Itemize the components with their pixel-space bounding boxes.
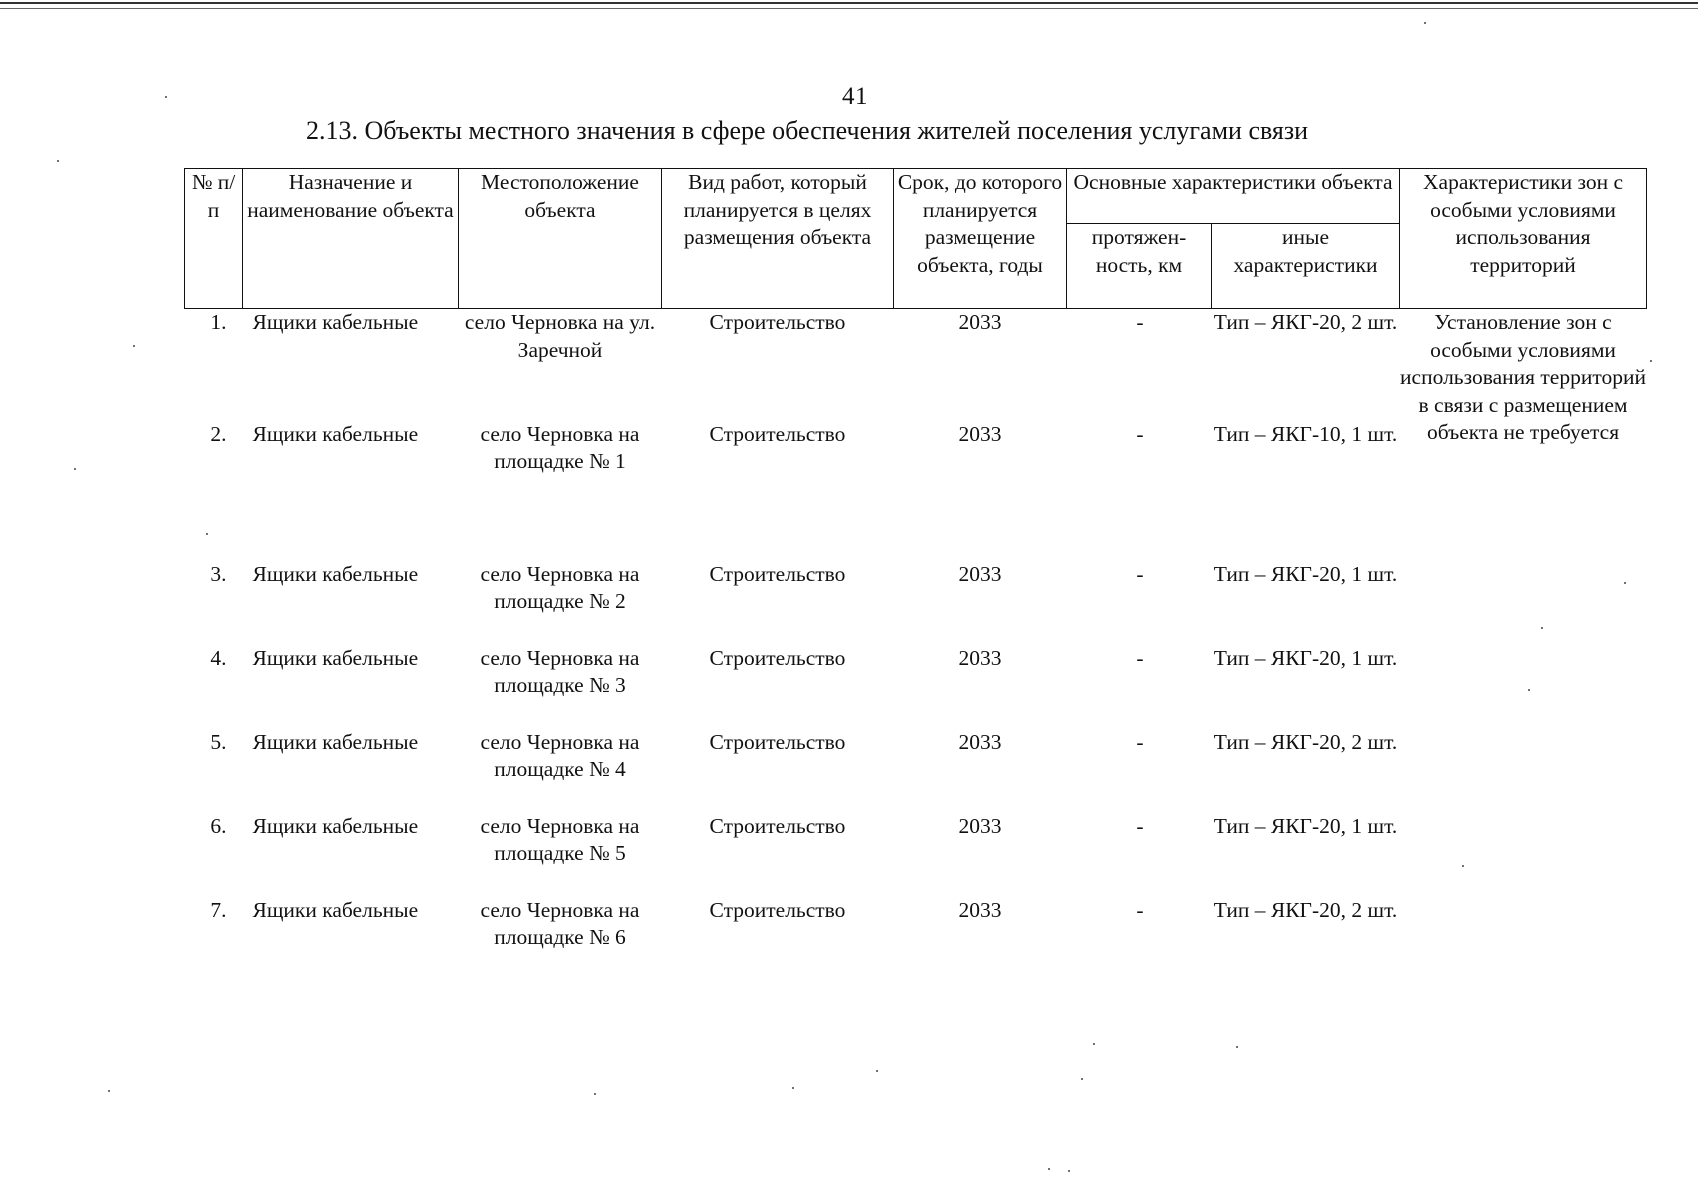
cell-name: Ящики кабельные [252,729,419,754]
objects-table [184,168,1647,981]
scan-speck [1462,865,1464,867]
cell-name: Ящики кабельные [252,813,419,838]
header-main-characteristics: Основные характеристики объекта [1067,169,1400,224]
cell-length: - [1136,897,1144,922]
cell-name: Ящики кабельные [252,897,419,922]
scan-speck [1650,360,1652,362]
cell-work: Строительство [709,729,846,754]
scan-edge-line [0,8,1698,9]
cell-num: 7. [210,897,227,922]
cell-num: 6. [210,813,227,838]
cell-term: 2033 [958,561,1002,586]
cell-num: 5. [210,729,227,754]
section-title: 2.13. Объекты местного значения в сфере обеспечения жителей поселения услугами связи [306,116,1309,145]
scan-speck [1424,22,1426,24]
cell-term: 2033 [958,645,1002,670]
cell-term: 2033 [958,310,1002,334]
cell-name: Ящики кабельные [252,561,419,586]
cell-length: - [1136,645,1144,670]
table-header [185,169,1647,309]
cell-work: Строительство [709,310,846,334]
cell-work: Строительство [709,421,846,446]
header-work: Вид работ, который планируется в целях размещения объекта [662,169,894,309]
cell-other: Тип – ЯКГ-20, 1 шт. [1213,561,1398,586]
cell-work: Строительство [709,813,846,838]
cell-work: Строительство [709,645,846,670]
cell-location: село Черновка на площадке № 2 [480,561,640,613]
cell-name: Ящики кабельные [252,310,419,334]
scan-edge-line [0,2,1698,4]
cell-other: Тип – ЯКГ-10, 1 шт. [1213,421,1398,446]
scan-speck [876,1070,878,1072]
table-row [185,309,1647,421]
cell-other: Тип – ЯКГ-20, 2 шт. [1213,729,1398,754]
scan-speck [1624,582,1626,584]
scan-speck [206,533,208,535]
scan-speck [1093,1043,1095,1045]
scan-speck [74,468,76,470]
cell-zones-note: Установление зон с особыми условиями использования территорий в связи с размещением объекта не требуется [1400,310,1646,444]
cell-num: 4. [210,645,227,670]
cell-term: 2033 [958,421,1002,446]
cell-other: Тип – ЯКГ-20, 1 шт. [1213,813,1398,838]
cell-name: Ящики кабельные [252,645,419,670]
scan-speck [792,1087,794,1089]
cell-length: - [1136,310,1144,334]
header-length: протяжен-ность, км [1067,224,1212,309]
cell-location: село Черновка на площадке № 5 [480,813,640,865]
cell-location: село Черновка на ул. Заречной [464,310,656,362]
page-number-text: 41 [842,83,868,110]
cell-work: Строительство [709,897,846,922]
header-other: иные характеристики [1212,224,1400,309]
scan-speck [108,1090,110,1092]
header-num: № п/п [185,169,243,309]
scan-speck [165,96,167,98]
scan-speck [1081,1078,1083,1080]
scan-speck [1236,1046,1238,1048]
scan-speck [1068,1170,1070,1172]
cell-length: - [1136,561,1144,586]
cell-location: село Черновка на площадке № 1 [480,421,640,473]
cell-length: - [1136,813,1144,838]
header-zones: Характеристики зон с особыми условиями использования территорий [1400,169,1647,309]
cell-length: - [1136,729,1144,754]
cell-other: Тип – ЯКГ-20, 2 шт. [1213,897,1398,922]
cell-location: село Черновка на площадке № 6 [480,897,640,949]
cell-other: Тип – ЯКГ-20, 1 шт. [1213,645,1398,670]
cell-num: 2. [210,421,227,446]
table-body [185,309,1647,981]
cell-term: 2033 [958,729,1002,754]
cell-location: село Черновка на площадке № 3 [480,645,640,697]
scan-speck [1048,1168,1050,1170]
cell-num: 1. [210,310,227,334]
cell-other: Тип – ЯКГ-20, 2 шт. [1213,310,1398,334]
cell-term: 2033 [958,897,1002,922]
cell-location: село Черновка на площадке № 4 [480,729,640,781]
header-location: Местоположение объекта [459,169,662,309]
cell-length: - [1136,421,1144,446]
scan-speck [594,1093,596,1095]
scan-speck [1541,627,1543,629]
scan-speck [1528,689,1530,691]
cell-num: 3. [210,561,227,586]
header-name: Назначение и наименование объекта [243,169,459,309]
scan-speck [57,160,59,162]
scan-speck [133,345,135,347]
cell-term: 2033 [958,813,1002,838]
page-number [0,82,1698,112]
cell-work: Строительство [709,561,846,586]
header-term: Срок, до которого планируется размещение объекта, годы [894,169,1067,309]
cell-name: Ящики кабельные [252,421,419,446]
